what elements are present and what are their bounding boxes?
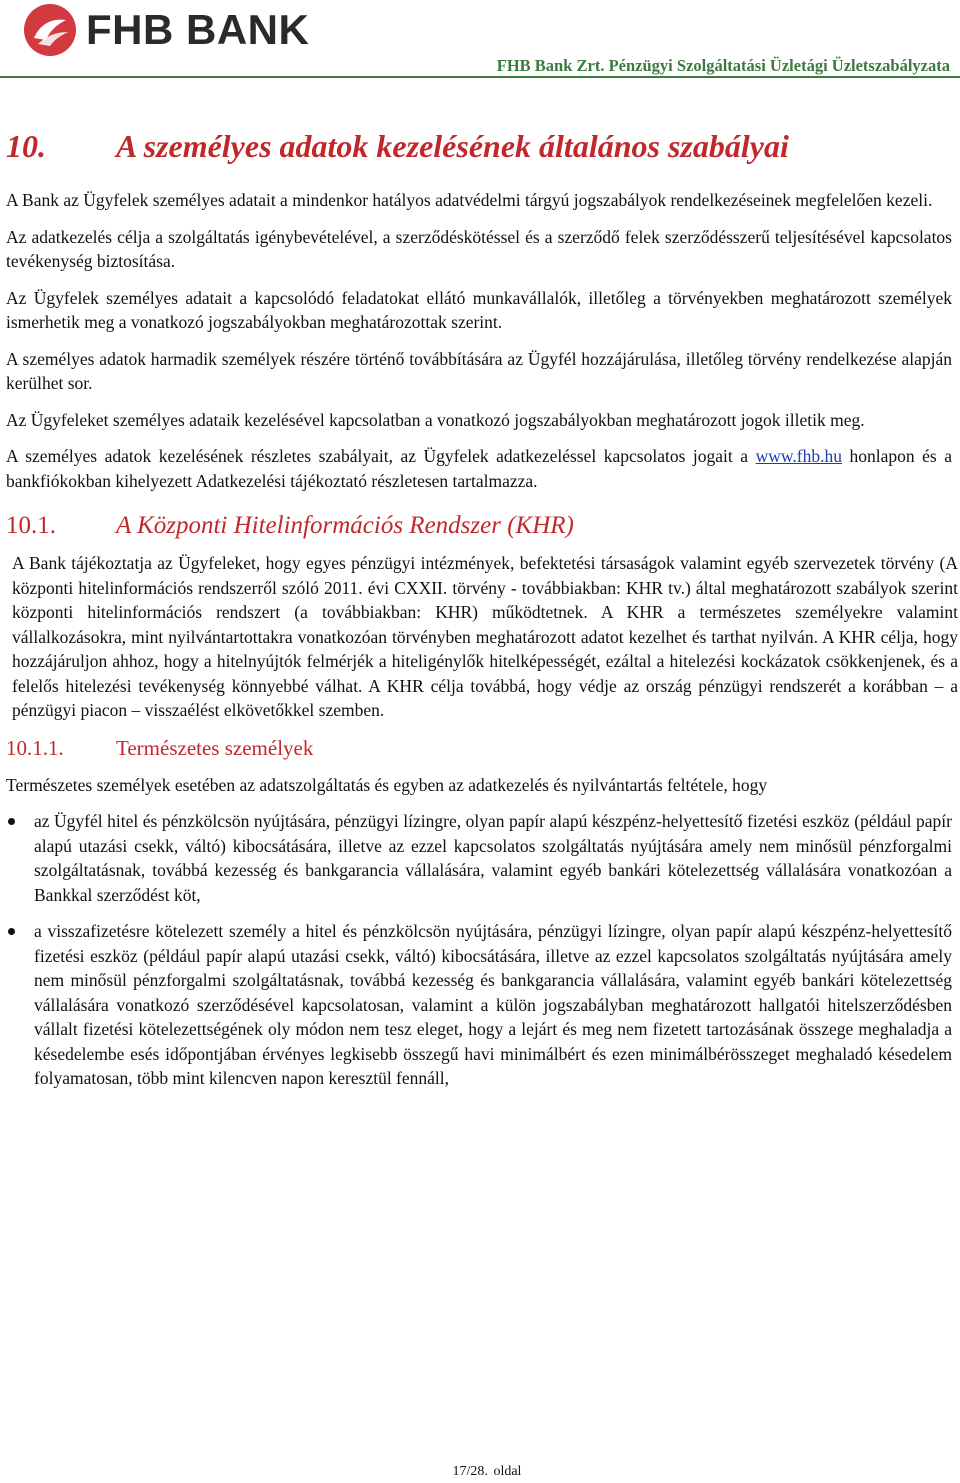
logo-text: FHB BANK bbox=[86, 6, 310, 53]
condition-list bbox=[6, 809, 952, 1091]
bullet-icon bbox=[8, 818, 15, 825]
subsection-heading bbox=[6, 511, 952, 541]
intro-paragraph: Természetes személyek esetében az adatszolgáltatás és egyben az adatkezelés és nyilvántartás feltétele, hogy bbox=[6, 774, 768, 795]
subsection-title: A Központi Hitelinformációs Rendszer (KHR) bbox=[116, 512, 574, 539]
subsubsection-number: 10.1.1. bbox=[6, 735, 64, 760]
section-heading bbox=[6, 128, 952, 164]
paragraph: Az Ügyfeleket személyes adataik kezelésével kapcsolatban a vonatkozó jogszabályokban meghatározott jogok illetik meg. bbox=[6, 409, 865, 430]
paragraph: Az adatkezelés célja a szolgáltatás igénybevételével, a szerződéskötéssel és a szerződő felek szerződésszerű teljesítésével kapcsolatos tevékenység biztosítása. bbox=[6, 226, 952, 271]
paragraph: A személyes adatok harmadik személyek részére történő továbbítására az Ügyfél hozzájárulása, illetőleg törvény rendelkezése alapján kerülhet sor. bbox=[6, 348, 952, 393]
page-footer bbox=[0, 1464, 960, 1480]
fhb-bank-logo bbox=[22, 2, 309, 58]
subsubsection-title: Természetes személyek bbox=[116, 735, 314, 760]
paragraph-text: honlapon és a bankfiókokban kihelyezett Adatkezelési tájékoztató részletesen tartalmazza. bbox=[6, 446, 952, 491]
khr-paragraph: A Bank tájékoztatja az Ügyfeleket, hogy egyes pénzügyi intézmények, befektetési társaságok valamint egyéb szervezetek törvény (A központi hitelinformációs rendszerről szóló 2011. évi CXXII. törvény - továbbiakban: KHR tv.) által meghatározott szabályok szerint központi hitelinformációs rendszert (a továbbiakban: KHR) működtetnek. A KHR a természetes személyekre valamint vállalkozásokra, mint nyilvántartottakra vonatkozóan törvényben meghatározott adatot kezelhet és tarthat nyilván. A KHR célja, hogy hozzájáruljon ahhoz, hogy a hitelnyújtók felmérjék a hiteligénylők hitelképességét, ezáltal a hitelezési kockázatok csökkenjenek, és a felelős hitelezési tevékenység könnyebbé válhat. A KHR célja továbbá, hogy védje az ország pénzügyi rendszerét a korábban – a pénzügyi piacon – visszaélést elkövetőkkel szemben. bbox=[12, 553, 958, 720]
list-item bbox=[6, 919, 952, 1091]
section-number: 10. bbox=[6, 128, 46, 164]
subsubsection-heading bbox=[6, 735, 952, 761]
header-divider bbox=[0, 76, 960, 78]
list-item-text: a visszafizetésre kötelezett személy a hitel és pénzkölcsön nyújtására, pénzügyi lízingre, olyan papír alapú készpénz-helyettesítő fizetési eszköz (például papír alapú utazási csekk, váltó) kibocsátására, illetve az ezzel kapcsolatos szolgáltatás nyújtására amely nem minősül pénzforgalmi szolgáltatásnak, továbbá kezesség és bankgarancia vállalására, valamint egyéb bankári kötelezettség vállalására vonatkozó szerződésével kapcsolatosan, valamint a külön jogszabályban meghatározott hallgatói hitelszerződésben vállalt fizetési kötelezettségének oly módon nem tesz eleget, hogy a lejárt és meg nem fizetett tartozásának összege meghaladja a késedelembe esés időpontjában érvényes legkisebb összegű havi minimálbért és ezen minimálbérösszeget meghaladó késedelem folyamatosan, több mint kilencven napon keresztül fennáll, bbox=[34, 921, 952, 1088]
document-title: FHB Bank Zrt. Pénzügyi Szolgáltatási Üzletági Üzletszabályzata bbox=[496, 56, 950, 75]
page-label: oldal bbox=[493, 1464, 522, 1479]
paragraph-with-link bbox=[6, 444, 952, 493]
page-header bbox=[0, 0, 960, 80]
website-link[interactable]: www.fhb.hu bbox=[755, 446, 842, 466]
page-number: 17/28. bbox=[452, 1464, 488, 1479]
paragraph: Az Ügyfelek személyes adatait a kapcsolódó feladatokat ellátó munkavállalók, illetőleg a törvényekben meghatározott személyek ismerhetik meg a vonatkozó jogszabályokban meghatározottak szerint. bbox=[6, 287, 952, 332]
list-item bbox=[6, 809, 952, 907]
subsection-number: 10.1. bbox=[6, 512, 56, 539]
section-title: A személyes adatok kezelésének általános szabályai bbox=[116, 128, 789, 164]
khr-block bbox=[6, 551, 958, 723]
paragraph-text: A személyes adatok kezelésének részletes szabályait, az Ügyfelek adatkezeléssel kapcsolatos jogait a bbox=[6, 446, 756, 466]
page-content bbox=[6, 128, 958, 1103]
bullet-icon bbox=[8, 928, 15, 935]
list-item-text: az Ügyfél hitel és pénzkölcsön nyújtására, pénzügyi lízingre, olyan papír alapú készpénz-helyettesítő fizetési eszköz (például papír alapú utazási csekk, váltó) kibocsátására, illetve az ezzel kapcsolatos szolgáltatás nyújtására amely nem minősül pénzforgalmi szolgáltatásnak, továbbá kezesség és bankgarancia vállalására, valamint egyéb bankári kötelezettség vállalására vonatkozóan a Bankkal szerződést köt, bbox=[34, 811, 952, 905]
fhb-logo-mark-icon bbox=[22, 2, 78, 58]
paragraph: A Bank az Ügyfelek személyes adatait a mindenkor hatályos adatvédelmi tárgyú jogszabályok rendelkezéseinek megfelelően kezeli. bbox=[6, 190, 933, 210]
